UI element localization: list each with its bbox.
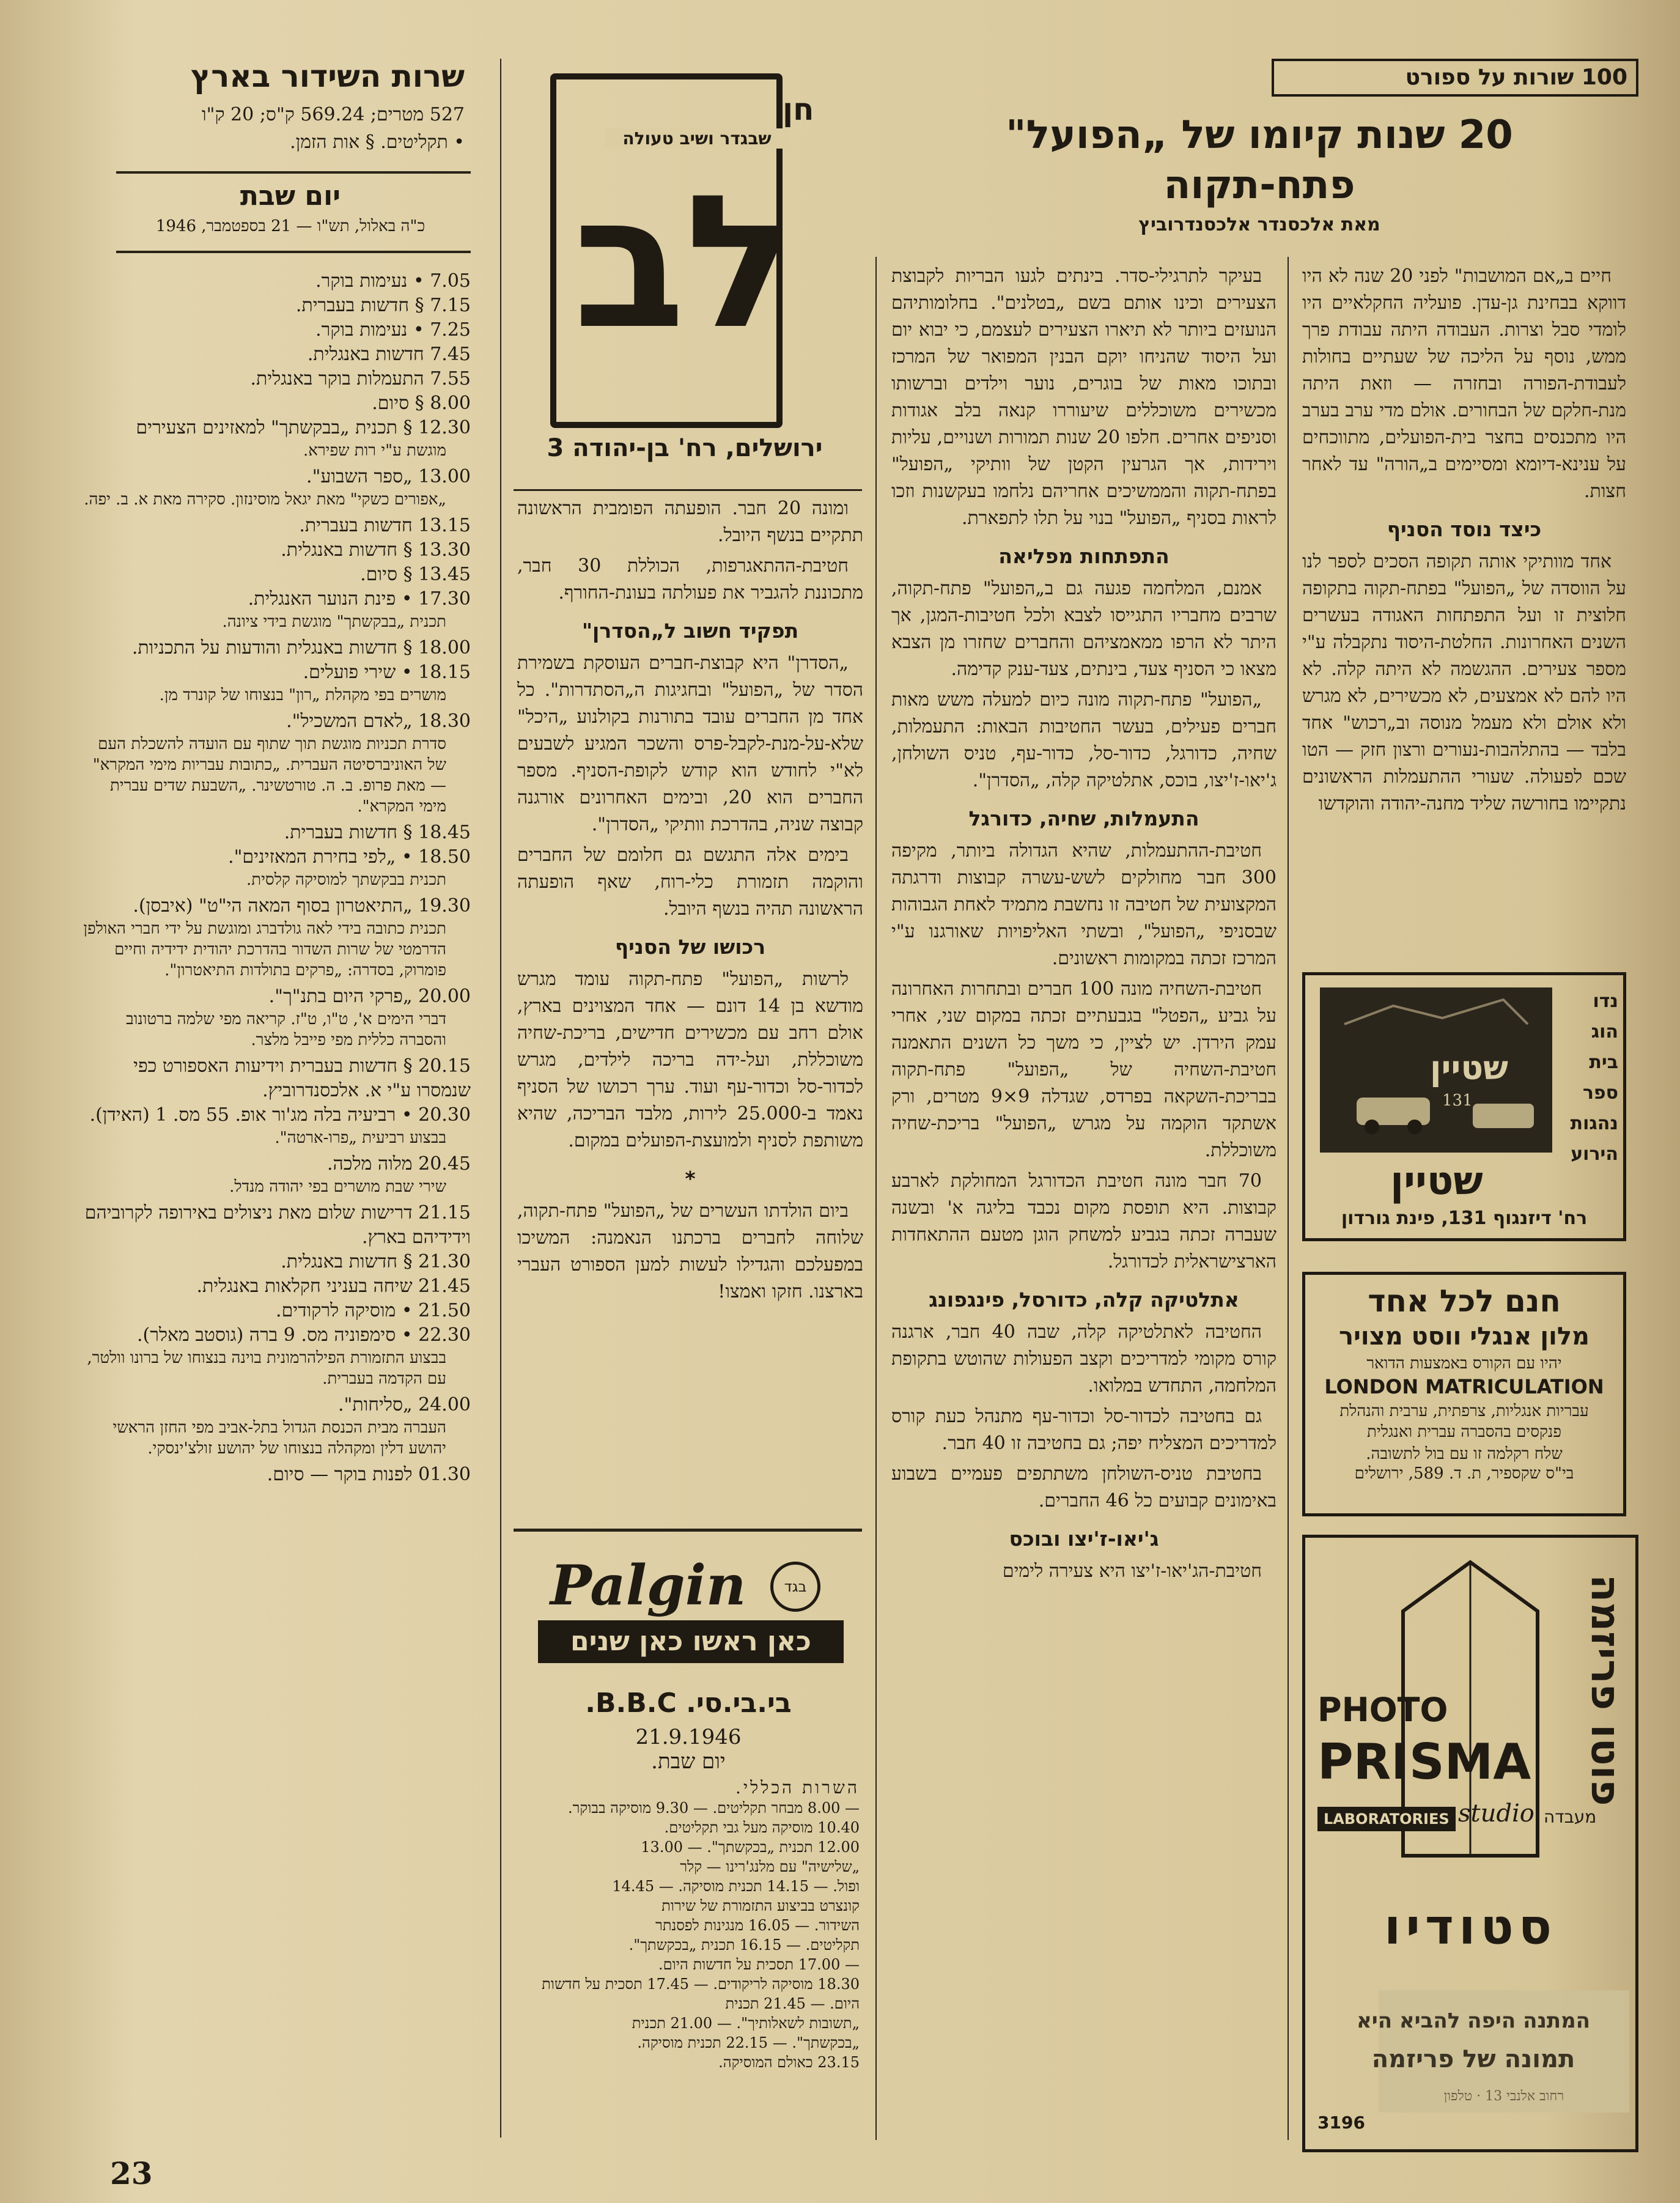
schedule-day: יום שבת — [240, 180, 341, 212]
article-paragraph: חטיבת-הג'יאו-ז'יצו היא צעירה לימים — [1002, 1560, 1262, 1582]
article-paragraph: בימים אלה התגשם גם חלומם של החברים והוקמה תזמורת כלי-רוח, שאף הופעתה הראשונה תהיה בנשף היובל. — [517, 844, 863, 920]
english-ad-subtitle: מלון אנגלי ווסט מצויר — [1339, 1323, 1590, 1351]
stein-address: רח' דיזנגוף 131, פינת גורדון — [1341, 1208, 1588, 1229]
article-subheading: אתלטיקה קלה, כדורסל, פינגפונג — [929, 1288, 1239, 1312]
schedule-item: 7.55 התעמלות בוקר באנגלית. — [250, 368, 471, 389]
bbc-line: „תשובות לשאלותיך". — 21.00 תכנית — [632, 2015, 860, 2032]
prisma-phone: 3196 — [1317, 2113, 1365, 2133]
lev-big-letters: לב — [573, 156, 797, 369]
lev-address: ירושלים, רח' בן-יהודה 3 — [547, 434, 823, 462]
schedule-item: 24.00 „סליחות". העברה מבית הכנסת הגדול בתל-אביב מפי החזן הראשי יהושע דלין ומקהלה בנצוחו של יהושע זולצ'ינסקי. — [112, 1394, 471, 1458]
lev-top-text: שבגדר ושיב טעולה — [605, 128, 789, 149]
article-paragraph: ביום הולדתו העשרים של „הפועל" פתח-תקוה, שלוחה לחברים ברכתנו הנאמנה: המשיכו במפעלכם והגדילו לעשות למען הספורט העברי בארצנו. חזקו ואמצו! — [517, 1200, 863, 1302]
schedule-info-2: • תקליטים. § אות הזמן. — [290, 131, 465, 153]
prisma-address: רחוב אלנבי 13 · טלפון — [1443, 2089, 1564, 2104]
english-ad-address: בי"ס שקספיר, ת. ד. 589, ירושלים — [1354, 1464, 1574, 1483]
bbc-line: קונצרט בביצוע התזמורת של שירות — [661, 1897, 860, 1914]
prisma-name: PRISMA — [1317, 1733, 1531, 1790]
article-paragraph: לרשות „הפועל" פתח-תקוה עומד מגרש מודשא בן 14 דונם — אחד המצוינים בארץ, אולם רחב עם מכשירים חדישים, בריכת-שחיה משוכללת, ועל-ידה בריכה לילדים, מגרש לכדור-סל וכדור-עף ועוד. ערך רכושו של הסניף נאמד ב-25.000 לירות, מלבד הבריכה, שהיא משותפת לסניף ולמועצת-הפועלים במקום. — [517, 969, 863, 1151]
english-ad-line: עבריות אנגליות, צרפתית, ערבית והנהלת פנקסים בהסברה עברית ואנגלית — [1339, 1402, 1589, 1441]
schedule-item: 21.45 שיחה בעניני חקלאות באנגלית. — [196, 1275, 471, 1297]
headline-line-2: פתח-תקוה — [1163, 163, 1355, 208]
schedule-item: 18.50 • „לפי בחירת המאזינים". תכנית בבקשתך למוסיקה קלסית. — [228, 846, 471, 889]
schedule-item: 20.30 • רביעיה בלה מג'ור אופ. 55 מס. 1 (האידן). בבצוע רביעית „פרו-ארטה". — [89, 1104, 471, 1147]
bbc-line: 18.30 מוסיקה לריקודים. — 17.45 תסכית על חדשות היום. — 21.45 תכנית — [542, 1976, 860, 2012]
stein-sign-sub: 131 — [1442, 1091, 1473, 1110]
article-paragraph: בחטיבת טניס-השולחן משתתפים פעמיים בשבוע באימונים קבועים כל 46 החברים. — [891, 1463, 1277, 1511]
article-subheading: ג'יאו-ז'יצו ובוכס — [1009, 1527, 1159, 1551]
schedule-item: 13.30 § חדשות באנגלית. — [281, 539, 471, 561]
schedule-item: 21.15 דרישות שלום מאת ניצולים באירופה לקרוביהם וידידיהם בארץ. — [84, 1202, 471, 1248]
stein-car-illustration — [1320, 987, 1552, 1153]
english-ad-matriculation: LONDON MATRICULATION — [1324, 1375, 1604, 1398]
article-paragraph: ומונה 20 חבר. הופעתה הפומבית הראשונה תתקיים בנשף היובל. — [517, 498, 863, 546]
bbc-line: השידור. — 16.05 מנגינות לפסנתר — [655, 1917, 860, 1934]
prisma-photo: PHOTO — [1317, 1691, 1448, 1729]
schedule-item: 13.00 „ספר השבוע". „אפורים כשקי" מאת יגאל מוסינזון. סקירה מאת א. ב. יפה. — [84, 466, 471, 509]
english-ad-title: חנם לכל אחד — [1368, 1283, 1561, 1319]
article-subheading: כיצד נוסד הסניף — [1387, 517, 1542, 541]
schedule-item: 7.25 • נעימות בוקר. — [315, 319, 471, 341]
schedule-item: 13.15 חדשות בעברית. — [299, 515, 471, 536]
column-divider — [500, 59, 501, 2138]
article-star: * — [685, 1167, 696, 1190]
article-subheading: התפתחות מפליאה — [998, 544, 1170, 568]
article-column-3 — [517, 495, 863, 1309]
english-ad-line: שלח רקלמה זו עם בול לתשובה. — [1366, 1445, 1563, 1463]
stein-name: שטיין — [1390, 1159, 1483, 1204]
article-paragraph: אחד מוותיקי אותה תקופה הסכים לספר לנו על הווסדה של „הפועל" בפתח-תקוה בתקופה חלוצית זו ועל התפתחות האגודה בעשרים השנים האחרונות. החלטת-היסוד נתקבלה ע"י מספר צעירים. ההגשמה לא היתה קלה. לא היו להם לא אמצעים, לא מכשירים, לא מגרש ולא אולם ולא מעמל מנוסה וב„רכוש" אחד בלבד — בהתלהבות-נעורים ורצון חזק — הטו שכם לפעולה. שעורי ההתעמלות הראשונים נתקיימו בחורשה שליד מחנה-יהודה והוקדשו — [1302, 551, 1626, 814]
prisma-studio-he: סטודיו — [1383, 1899, 1557, 1955]
section-divider — [514, 1529, 862, 1532]
bbc-header: השרות הכללי. — [735, 1777, 860, 1798]
bbc-line: ופול. — 14.15 תכנית מוסיקה. — 14.45 — [612, 1878, 860, 1895]
article-subheading: התעמלות, שחיה, כדורגל — [968, 806, 1199, 830]
article-paragraph: חטיבת-ההתאגרפות, הכוללת 30 חבר, מתכוננת להגביר את פעולתה בעונת-החורף. — [517, 555, 863, 603]
schedule-info-1: 527 מטרים; 569.24 ק"ס; 20 ק"ו — [201, 104, 465, 125]
palgin-brand: Palgin — [550, 1553, 746, 1618]
palgin-slogan: כאן ראשו כאן שנים — [538, 1620, 844, 1663]
english-course-ad — [1302, 1272, 1626, 1516]
stein-sign: שטיין — [1430, 1049, 1508, 1087]
article-paragraph: „הפועל" פתח-תקוה מונה כיום למעלה משש מאות חברים פעילים, בעשר החטיבות הבאות: התעמלות, שחיה, כדורגל, כדור-סל, כדור-עף, טניס השולחן, ג'יאו-ז'יצו, בוכס, אתלטיקה קלה, „הסדרן". — [891, 689, 1277, 791]
section-divider — [514, 489, 862, 491]
schedule-item: 18.15 • שירי פועלים. מושרים בפי מקהלת „רון" בנצוחו של קונרד מן. — [159, 662, 471, 704]
schedule-item: 20.00 „פרקי היום בתנ"ך". דברי הימים א', ט"ו, ט"ז. קריאה מפי שלמה ברטונוב והסברה כללית מפי פייבל מלצר. — [126, 986, 471, 1049]
schedule-item: 20.45 מלוה מלכה. שירי שבת מושרים בפי יהודה מנדל. — [229, 1153, 471, 1196]
schedule-item: 7.45 חדשות באנגלית. — [307, 344, 471, 365]
schedule-item: 20.15 § חדשות בעברית וידיעות האספורט כפי שנמסרו ע"י א. אלכסנדרוביץ. — [133, 1055, 471, 1101]
schedule-item: 21.30 § חדשות באנגלית. — [281, 1251, 471, 1272]
schedule-divider — [116, 171, 471, 174]
bbc-line: — 17.00 תסכית על חדשות היום. — [658, 1956, 860, 1973]
prisma-ad — [1302, 1535, 1638, 2152]
article-paragraph: החטיבה לאתלטיקה קלה, שבה 40 חבר, ארגנה קורס מקומי למדריכים וקצב הפעולות שהוטש בתקופת המלחמה, התחדש במלואו. — [891, 1321, 1277, 1397]
bbc-title: בי.בי.סי. B.B.C. — [585, 1688, 792, 1719]
bbc-line: תקליטים. — 16.15 תכנית „בכקשתך". — [628, 1936, 860, 1954]
headline — [905, 110, 1614, 210]
headline-line-1: 20 שנות קיומו של „הפועל" — [1006, 113, 1513, 158]
section-tag: 100 שורות על ספורט — [1272, 59, 1638, 97]
article-column-1 — [1302, 263, 1626, 821]
stein-side-text: נדו הוג בית ספר נהגות הירוע — [1570, 991, 1618, 1165]
bbc-line: 12.00 תכנית „בכקשתך". — 13.00 — [641, 1839, 860, 1856]
palgin-ad — [538, 1553, 844, 1675]
bbc-line: „בכקשתך". — 22.15 תכנית מוסיקה. — [637, 2034, 860, 2051]
article-paragraph: „הסדרן" היא קבוצת-חברים העוסקת בשמירת הסדר של „הפועל" ובחגיגות ה„הסתדרות". כל אחד מן החברים עובד בתורנות בקולנוע „היכל" שלא-על-מנת-לקבל-פרס והשכר המגיע לשבעים לא"י לחודש הוא קודש לקופת-הסניף. מספר החברים הוא 20, ובימים האחרונים אורגנה קבוצה שניה, בהדרכת וותיקי „הסדרן". — [517, 652, 863, 835]
schedule-item: 19.30 „התיאטרון בסוף המאה הי"ט" (איבסן). תכנית כתובה בידי לאה גולדברג ומוגשת על ידי חברי האולפן הדרמטי של שרות השדור בהדרכת יהודית ידידיה וחיים פומרוק, בסדרה: „פרקים בתולדות התיאטרון". — [83, 895, 471, 980]
bbc-schedule — [517, 1688, 860, 2072]
lev-corner-text: חן — [783, 92, 814, 127]
schedule-item: 01.30 לפנות בוקר — סיום. — [267, 1464, 471, 1485]
article-paragraph: 70 חבר מונה חטיבת הכדורגל המחולקת לארבע קבוצות. היא תופסת מקום נכבד בליגה א' ובשנה שעברה זכתה בגביע למשחק הוגן מטעם ההתאחדות הארצישראלית לכדורגל. — [891, 1170, 1277, 1272]
prisma-lab-he: מעבדה — [1544, 1807, 1597, 1827]
article-subheading: רכושו של הסניף — [614, 935, 766, 959]
schedule-item: 7.15 § חדשות בעברית. — [295, 295, 471, 316]
schedule-item: 12.30 § תכנית „בבקשתך" למאזינים הצעירים מוגשת ע"י רות שפירא. — [136, 417, 471, 460]
schedule-item: 18.30 „לאדם המשכיל". סדרת תכניות מוגשת תוך שתוף עם הועדה להשכלת העם של האוניברסיטה העברית. „כתובות עבריות מימי המקרא" — מאת פרופ. ב. ה. טורטשינר. „השבעת שדים עברית מימי המקרא". — [92, 710, 471, 816]
article-paragraph: בעיקר לתרגילי-סדר. בינתים לגעו הבריות לקבוצת הצעירים וכינו אותם בשם „בטלנים". בחלומותיהם הנועזים ביותר לא תיארו הצעירים לעצמם, כי יבוא יום ועל היסוד שהניחו יוקם הבנין המפואר של המרכז ובתוכו מאות של בוגרים, נוער וילדים וברשותו מכשירים משוכללים שיעוררו קנאה בלב אגודות וסניפים אחרים. חלפו 20 שנות תמורות ושנויים, עליות וירידות, אך הגרעין הקטן של וותיקי „הפועל" בפתח-תקוה והממשיכים אחריהם נלחמו בעקשנות וזכו לראות בסניף „הפועל" בנוי על תלו לתפארת. — [891, 265, 1277, 529]
column-divider — [1288, 257, 1289, 2140]
prisma-studio: studio — [1458, 1799, 1534, 1828]
prisma-slogan-1: המתנה היפה להביא היא — [1356, 2009, 1591, 2033]
bbc-line: — 8.00 מבחר תקליטים. — 9.30 מוסיקה בבוקר. — [568, 1799, 860, 1817]
article-paragraph: חיים ב„אם המושבות" לפני 20 שנה לא היו דווקא בבחינת גן-עדן. פועליה החקלאיים היו לומדי סבל וצרות. העבודה היתה עבודת פרך ממש, נוסף על הליכה של שעתיים בחולות לעבודת-הפורה ובחזרה — וזאת היתה מנת-חלקם של הבחורים. אולם מדי ערב בערב היו מתכנסים בחצר בית-הפועלים, מתווכחים על ענינא-דיומא ומסיימים ב„הורה" עד לאחר חצות. — [1302, 265, 1626, 502]
page-number: 23 — [110, 2155, 153, 2191]
prisma-labs: LABORATORIES — [1317, 1807, 1456, 1831]
schedule-item: 18.45 § חדשות בעברית. — [284, 822, 471, 843]
article-subheading: תפקיד חשוב ל„הסדרן" — [581, 619, 799, 643]
bbc-line: 10.40 מוסיקה מעל גבי תקליטים. — [664, 1819, 860, 1836]
article-paragraph: גם בחטיבה לכדור-סל וכדור-עף מתנהל כעת קורס למדריכים המצליח יפה; גם בחטיבה זו 40 חבר. — [891, 1406, 1277, 1454]
palgin-brand-he: בגד — [770, 1562, 820, 1612]
schedule-date: כ"ה באלול, תש"ו — 21 בספטמבר, 1946 — [155, 217, 426, 235]
schedule-divider — [116, 251, 471, 253]
article-paragraph: אמנם, המלחמה פגעה גם ב„הפועל" פתח-תקוה, שרבים מחבריו התגייסו לצבא ולכל חטיבות-המגן, אך היתר לא הרפו ממאמציהם והחברים שחזרו מן הצבא מצאו כי הסניף צעד, בינתים, צעד-ענק קדימה. — [891, 578, 1277, 680]
column-divider — [875, 257, 877, 2140]
schedule-item: 21.50 • מוסיקה לרקודים. — [276, 1300, 471, 1321]
byline: מאת אלכסנדר אלכסנדרוביץ — [1138, 214, 1380, 235]
article-column-2 — [891, 263, 1277, 1589]
bbc-line: 23.15 כאולם המוסיקה. — [718, 2054, 860, 2071]
stein-ad — [1302, 972, 1626, 1241]
prisma-slogan-2: תמונה של פריזמה — [1371, 2045, 1575, 2073]
article-paragraph: חטיבת-ההתעמלות, שהיא הגדולה ביותר, מקיפה 300 חבר מחולקים לשש-עשרה קבוצות ודרגתה המקצועית של חטיבה זו נחשבת מתמיד לאחת הגבוהות שבסניפי „הפועל", ובשתי האליפויות שאורגנו ע"י המרכז זכתה במקומות ראשונים. — [891, 840, 1277, 969]
english-ad-line: יהיו עם הקורס באמצעות הדואר — [1366, 1354, 1562, 1373]
bbc-day: יום שבת. — [651, 1749, 726, 1774]
schedule-list — [79, 269, 471, 1487]
article-paragraph: חטיבת-השחיה מונה 100 חברים ובתחרות האחרונה על גביע „הפטל" בגבעתיים זכתה במקום שני, אחרי עמק הירדן. יש לציין, כי משך כל השנים התאמנה חטיבת-השחיה של „הפועל" פתח-תקוה בבריכת-השקאה בפרדס, שגדלה 9×9 מטרים, ורק אשתקד הוקמה על מגרש „הפועל" בריכת-שחיה משוכללת. — [891, 978, 1277, 1161]
prisma-hebrew-vertical: פוטו פריזמה — [1582, 1574, 1629, 1806]
schedule-title: שרות השידור בארץ — [191, 59, 465, 94]
bbc-date: 21.9.1946 — [635, 1725, 742, 1749]
schedule-item: 7.05 • נעימות בוקר. — [315, 270, 471, 292]
bbc-line: „שלישיה" עם מלנג'רינו — קלר — [680, 1858, 860, 1875]
schedule-item: 17.30 • פינת הנוער האנגלית. תכנית „בבקשתך" מוגשת בידי ציונה. — [222, 588, 471, 631]
schedule-item: 8.00 § סיום. — [372, 393, 471, 414]
lev-ad — [514, 67, 862, 483]
schedule-item: 22.30 • סימפוניה מס. 9 ברה (גוסטב מאלר). בבצוע התזמורת הפילהרמונית בוינה בנצוחו של ברונו וולטר, עם הקדמה בעברית. — [87, 1324, 471, 1388]
schedule-item: 18.00 § חדשות באנגלית והודעות על התכניות. — [131, 637, 471, 659]
schedule-item: 13.45 § סיום. — [360, 564, 471, 585]
